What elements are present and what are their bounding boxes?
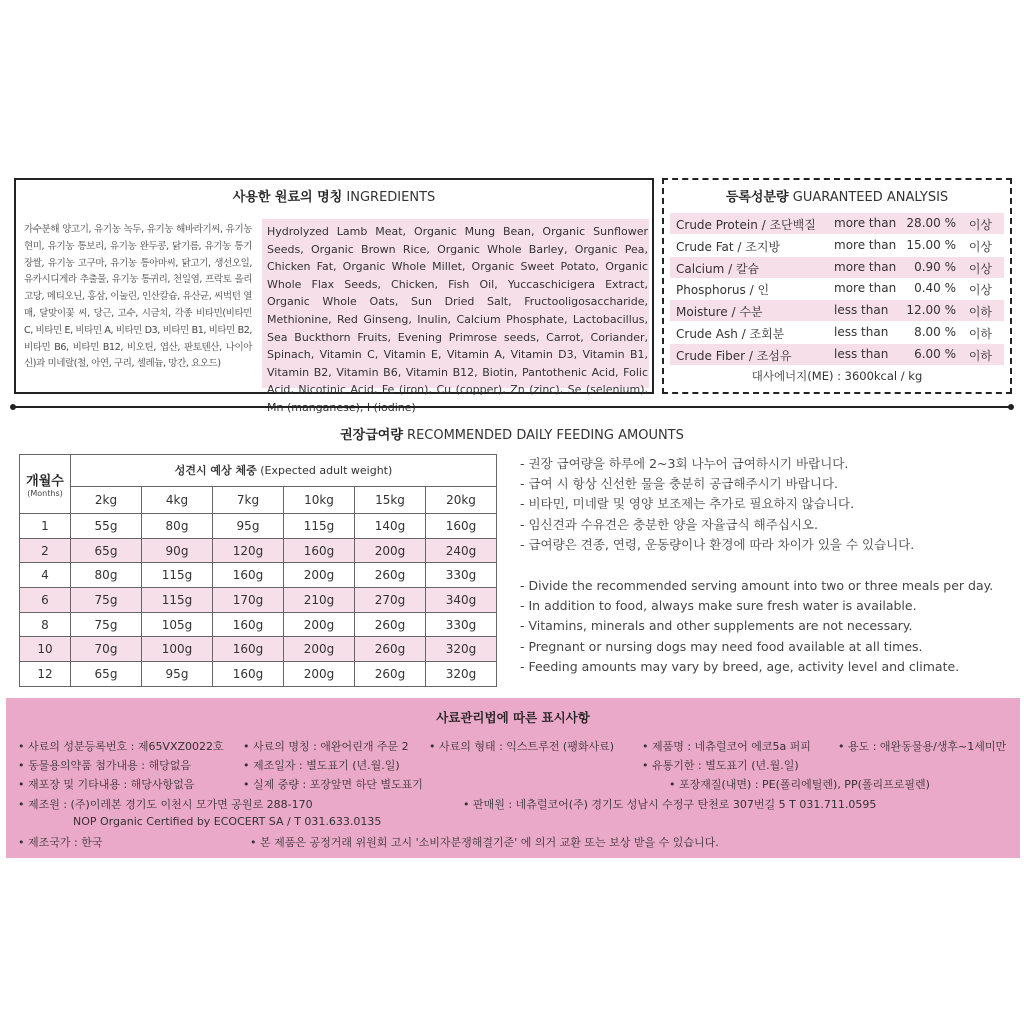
analysis-bound: 이하 [968,327,992,341]
feeding-amount: 55g [71,514,142,539]
analysis-value: 0.90 % [914,259,956,274]
feeding-month: 4 [20,563,71,588]
feeding-amount: 260g [355,637,426,662]
analysis-bound: 이하 [968,348,992,363]
feeding-amount: 115g [142,588,213,613]
analysis-value: 8.00 % [914,325,956,339]
analysis-row [670,278,1004,299]
feeding-amount: 210g [284,588,355,613]
feeding-note-en: - Divide the recommended serving amount into two or three meals per day. [520,578,994,593]
feeding-amount: 320g [426,662,497,687]
feeding-amount: 95g [213,514,284,539]
analysis-nutrient: Calcium / 칼슘 [676,261,760,276]
label-mfg-date: • 제조일자 : 별도표기 (년.월.일) [243,759,400,772]
analysis-value: 0.40 % [914,281,956,296]
feeding-title-en: RECOMMENDED DAILY FEEDING AMOUNTS [407,428,684,443]
feeding-amount: 65g [71,662,142,687]
feeding-amount: 200g [284,637,355,662]
feeding-note-ko: - 급여 시 항상 신선한 물을 충분히 공급해주시기 바랍니다. [520,476,838,492]
label-name: • 사료의 명칭 : 애완어린개 주문 2 [243,740,409,753]
ingredients-text-ko: 가수분해 양고기, 유기농 녹두, 유기농 해바라기씨, 유기농 현미, 유기농 통보리, 유기농 완두콩, 닭기름, 유기농 통기장쌀, 유기농 고구마, 유기농 통아마씨, 닭고기, 생선오일, 유카시디게라 추출물, 유기농 통귀리, 천일염, 프락토 올리고당, 메티오닌, 홍삼, 이눌린, 인산칼슘, 유산균, 씨벅턴 열매, 달맞이꽃 씨, 당근, 고수, 시금치, 각종 비타민(비타민 C, 비타민 E, 비타민 A, 비타민 D3, 비타민 B1, 비타민 B2, 비타민 B6, 비타민 B12, 비오틴, 엽산, 판토텐산, 나이아신)과 미네랄(철, 아연, 구리, 셀레늄, 망간, 요오드) [24,224,252,370]
weight-column-header: 10kg [284,486,355,513]
feeding-note-en: - Pregnant or nursing dogs may need food available at all times. [520,638,923,654]
analysis-value: 15.00 % [906,237,956,252]
feeding-note-ko: - 권장 급여량을 하루에 2~3회 나누어 급여하시기 바랍니다. [520,456,849,471]
feeding-note-en: - Feeding amounts may vary by breed, age, activity level and climate. [520,658,960,674]
weight-column-header: 15kg [355,486,426,513]
feeding-amount: 70g [71,637,142,662]
feeding-month: 6 [20,588,71,613]
label-maker: • 제조원 : (주)이레본 경기도 이천시 모가면 공원로 288-170 [18,798,313,811]
ingredients-text-en: Hydrolyzed Lamb Meat, Organic Mung Bean, Organic Sunflower Seeds, Organic Brown Rice, Organic Whole Barley, Organic Pea, Chicken Fat, Organic Whole Millet, Organic Sweet Potato, Organic Whole Flax Seeds, Chicken, Fish Oil, Yuccaschicigera Extract, Organic Whole Oats, Sun Dried Salt, Fructooligosaccharide, Methionine, Red Ginseng, Inulin, Calcium Phosphate, Lactobacillus, Sea Buckthorn Fruits, Evening Primrose seeds, Carrot, Coriander, Spinach, Vitamin C, Vitamin E, Vitamin A, Vitamin D3, Vitamin B1, Vitamin B2, Vitamin B6, Vitamin B12, Biotin, Pantothenic Acid, Folic Acid, Nicotinic Acid, Fe (iron), Cu (copper), Zn (zinc), Se (selenium), [267,225,648,397]
analysis-bound: 이상 [968,261,992,276]
feeding-amount: 260g [355,563,426,588]
analysis-value: 6.00 % [914,346,956,361]
feeding-note-en: - Vitamins, minerals and other supplements are not necessary. [520,618,913,634]
label-seller: • 판매원 : 네츄럴코어(주) 경기도 성남시 수정구 탄천로 307번길 5 T 031.711.0595 [463,798,877,811]
analysis-comparator: more than [834,281,897,296]
label-notice: • 본 제품은 공정거래 위원회 고시 '소비자분쟁해결기준' 에 의거 교환 또는 보상 받을 수 있습니다. [250,836,719,849]
analysis-value: 28.00 % [906,216,956,230]
feeding-amount: 95g [142,662,213,687]
feeding-month: 8 [20,612,71,637]
analysis-nutrient: Moisture / 수분 [676,305,763,320]
feeding-row [20,612,497,637]
label-country: • 제조국가 : 한국 [18,836,103,849]
feeding-amount: 160g [213,637,284,662]
feeding-amount: 75g [71,612,142,637]
feeding-amount: 330g [426,563,497,588]
feeding-amount: 115g [142,563,213,588]
analysis-nutrient: Crude Ash / 조회분 [676,327,785,341]
weight-column-header: 2kg [71,486,142,513]
analysis-nutrient: Crude Fat / 조지방 [676,239,781,254]
feeding-title-ko: 권장급여량 [340,428,403,443]
feeding-amount: 90g [142,538,213,563]
analysis-title-ko: 등록성분량 [725,190,789,205]
ingredients-title [14,186,654,205]
ingredients-title-ko: 사용한 원료의 명칭 [232,190,343,205]
analysis-title [662,186,1012,205]
feeding-amount: 140g [355,514,426,539]
feeding-amount: 340g [426,588,497,613]
analysis-bound: 이상 [968,239,992,254]
feeding-row [20,563,497,588]
analysis-row [670,344,1004,365]
feeding-row [20,588,497,613]
weight-column-header: 7kg [213,486,284,513]
label-cert: NOP Organic Certified by ECOCERT SA / T 031.633.0135 [73,815,382,828]
feeding-note-ko: - 비타민, 미네랄 및 영양 보조제는 추가로 필요하지 않습니다. [520,496,855,512]
analysis-comparator: less than [834,303,889,318]
legal-label-title: 사료관리법에 따른 표시사항 [436,710,590,725]
feeding-row [20,662,497,687]
feeding-month: 12 [20,662,71,687]
analysis-row [670,257,1004,278]
analysis-nutrient: Phosphorus / 인 [676,283,770,298]
feeding-amount: 160g [213,563,284,588]
weight-header-en: (Expected adult weight) [260,464,393,478]
feeding-notes-en [520,576,1010,677]
analysis-row [670,213,1004,234]
feeding-amount: 200g [284,563,355,588]
feeding-amount: 160g [213,662,284,687]
month-header-en: (Months) [27,489,63,498]
feeding-amount: 330g [426,612,497,637]
weight-column-header: 20kg [426,486,497,513]
analysis-row [670,322,1004,343]
weight-row [20,486,497,513]
label-weight: • 실제 중량 : 포장앞면 하단 별도표기 [243,778,423,791]
analysis-comparator: more than [834,237,897,252]
analysis-bound: 이상 [968,218,992,232]
analysis-comparator: less than [834,325,889,339]
feeding-amount: 75g [71,588,142,613]
feeding-amount: 160g [426,514,497,539]
feeding-table [19,454,497,687]
feeding-amount: 105g [142,612,213,637]
feeding-amount: 100g [142,637,213,662]
analysis-title-en: GUARANTEED ANALYSIS [792,190,949,205]
feeding-note-en: - In addition to food, always make sure fresh water is available. [520,598,917,614]
feeding-amount: 80g [71,563,142,588]
feeding-month: 1 [20,514,71,539]
feeding-body [20,514,497,687]
feeding-notes-ko [520,454,1010,555]
label-packaging: • 포장재질(내면) : PE(폴리에틸렌), PP(폴리프로필렌) [669,778,930,791]
feeding-amount: 270g [355,588,426,613]
feeding-amount: 115g [284,514,355,539]
label-form: • 사료의 형태 : 익스트루전 (팽화사료) [429,740,615,753]
feeding-row [20,538,497,563]
label-use: • 용도 : 애완동물용/생후~1세미만 [838,740,1007,753]
analysis-comparator: more than [834,259,897,274]
feeding-note-ko: - 급여량은 견종, 연령, 운동량이나 환경에 따라 차이가 있을 수 있습니다. [520,536,915,552]
feeding-amount: 120g [213,538,284,563]
feeding-amount: 160g [284,538,355,563]
analysis-bound: 이하 [968,305,992,320]
feeding-amount: 320g [426,637,497,662]
feeding-amount: 160g [213,612,284,637]
weight-column-header: 4kg [142,486,213,513]
feeding-row [20,637,497,662]
weight-header-ko: 성견시 예상 체중 [174,464,257,478]
analysis-bound: 이상 [968,283,992,298]
feeding-amount: 240g [426,538,497,563]
feeding-note-ko: - 임신견과 수유견은 충분한 양을 자율급식 해주십시오. [520,516,818,532]
analysis-row [670,235,1004,256]
label-expiry: • 유통기한 : 별도표기 (년.월.일) [642,759,799,772]
metabolizable-energy: 대사에너지(ME) : 3600kcal / kg [751,369,923,383]
label-repack: • 재포장 및 기타내용 : 해당사항없음 [18,778,195,791]
divider-dot-left [10,404,16,410]
label-reg-no: • 사료의 성분등록번호 : 제65VXZ0022호 [18,740,224,753]
feeding-row [20,514,497,539]
ingredients-title-en: INGREDIENTS [346,190,436,205]
feeding-amount: 260g [355,612,426,637]
feeding-amount: 170g [213,588,284,613]
analysis-row [670,300,1004,321]
label-product: • 제품명 : 네츄럴코어 에코5a 퍼피 [642,740,811,753]
month-header-ko: 개월수 [26,474,64,489]
weight-header [71,455,497,487]
feeding-amount: 200g [284,612,355,637]
divider-dot-right [1008,404,1014,410]
feeding-amount: 200g [284,662,355,687]
feeding-amount: 80g [142,514,213,539]
analysis-nutrient: Crude Fiber / 조섬유 [676,348,792,363]
analysis-comparator: less than [834,346,889,361]
feeding-amount: 200g [355,538,426,563]
month-header [20,455,71,514]
section-divider [14,406,1010,408]
feeding-amount: 260g [355,662,426,687]
feeding-month: 2 [20,538,71,563]
feeding-month: 10 [20,637,71,662]
feeding-amount: 65g [71,538,142,563]
label-drugs: • 동물용의약품 첨가내용 : 해당없음 [18,759,191,772]
analysis-nutrient: Crude Protein / 조단백질 [676,218,816,232]
feeding-title [0,424,1024,443]
analysis-comparator: more than [834,216,897,230]
analysis-value: 12.00 % [906,303,956,318]
